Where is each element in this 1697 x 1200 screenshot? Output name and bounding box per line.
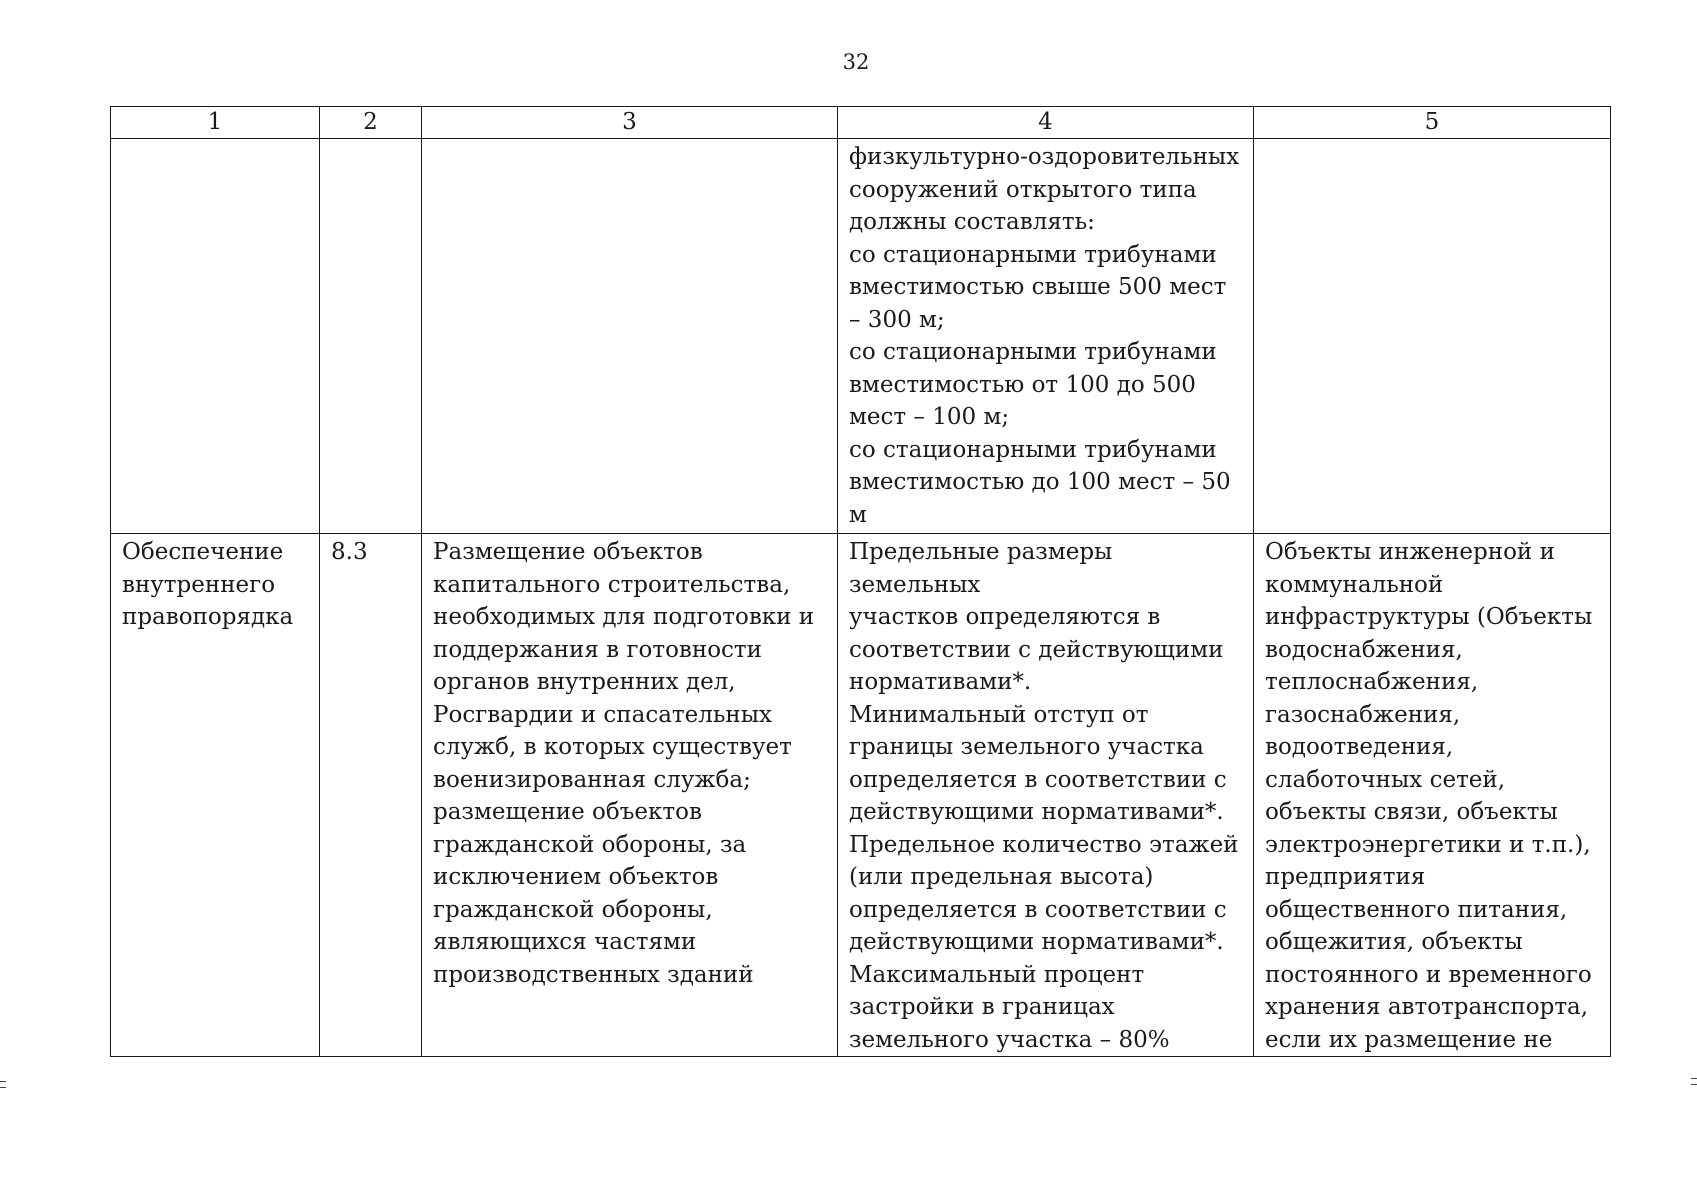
table-cell xyxy=(111,139,320,534)
left-edge-mark xyxy=(0,1087,6,1088)
table-cell xyxy=(422,139,838,534)
table-cell: Размещение объектов капитального строительства, необходимых для подготовки и поддержания в готовности органов внутренних дел, Росгвардии и спасательных служб, в которых существует военизированная служба; размещение объектов гражданской обороны, за исключением объектов гражданской обороны, являющихся частями производственных зданий xyxy=(422,534,838,1057)
column-header: 3 xyxy=(422,107,838,139)
right-edge-mark xyxy=(1691,1084,1697,1085)
column-header: 1 xyxy=(111,107,320,139)
table-cell: Обеспечение внутреннего правопорядка xyxy=(111,534,320,1057)
header-row xyxy=(111,107,1611,139)
table-cell: физкультурно-оздоровительных сооружений открытого типа должны составлять: со стационарными трибунами вместимостью свыше 500 мест – 300 м; со стационарными трибунами вместимостью от 100 до 500 мест – 100 м; со стационарными трибунами вместимостью до 100 мест – 50 м xyxy=(838,139,1254,534)
table-cell xyxy=(1254,139,1611,534)
table-cell: Предельные размеры земельных участков определяются в соответствии с действующими нормативами*. Минимальный отступ от границы земельного участка определяется в соответствии с действующими нормативами*. Предельное количество этажей (или предельная высота) определяется в соответствии с действующими нормативами*. Максимальный процент застройки в границах земельного участка – 80% xyxy=(838,534,1254,1057)
table-row xyxy=(111,534,1611,1057)
right-edge-mark xyxy=(1691,1078,1697,1079)
column-header: 4 xyxy=(838,107,1254,139)
left-edge-mark xyxy=(0,1081,6,1082)
table-cell xyxy=(320,139,422,534)
page-number: 32 xyxy=(842,50,870,74)
zoning-table xyxy=(110,106,1611,1057)
table-cell: 8.3 xyxy=(320,534,422,1057)
column-header: 5 xyxy=(1254,107,1611,139)
column-header: 2 xyxy=(320,107,422,139)
table-row xyxy=(111,139,1611,534)
table-cell: Объекты инженерной и коммунальной инфраструктуры (Объекты водоснабжения, теплоснабжения, газоснабжения, водоотведения, слаботочных сетей, объекты связи, объекты электроэнергетики и т.п.), предприятия общественного питания, общежития, объекты постоянного и временного хранения автотранспорта, если их размещение не xyxy=(1254,534,1611,1057)
